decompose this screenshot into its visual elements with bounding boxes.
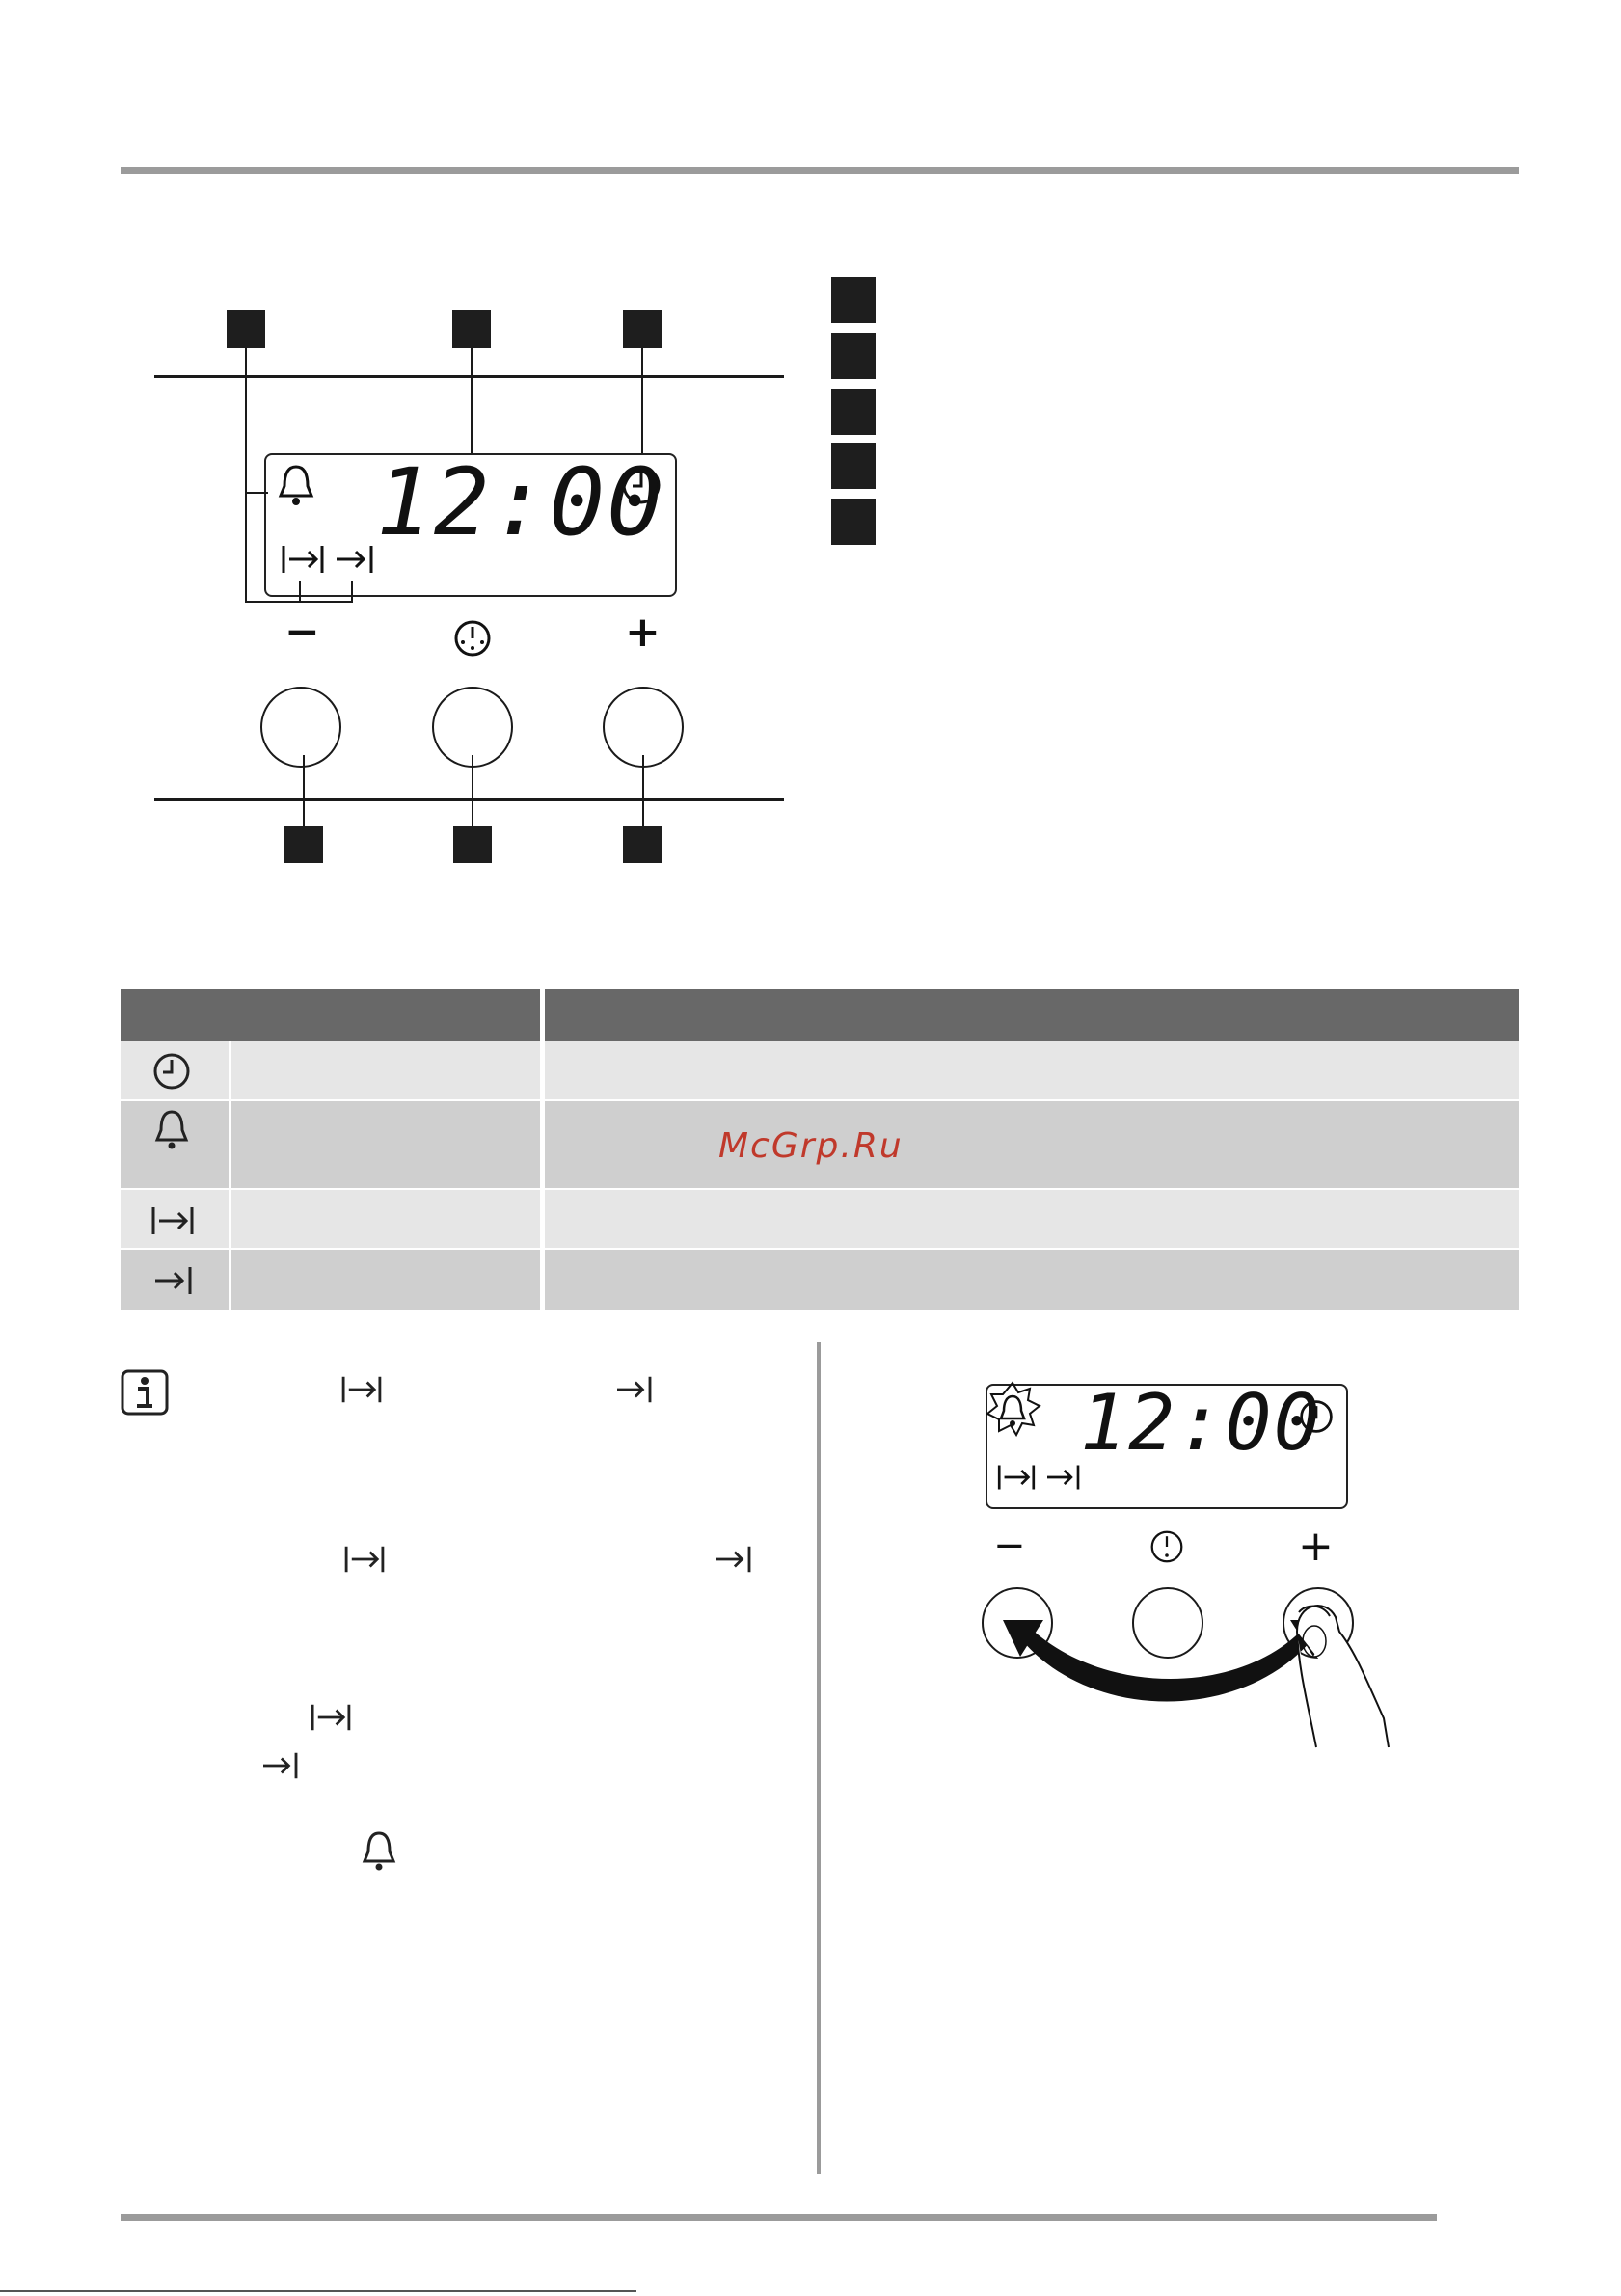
control-panel-diagram [0, 0, 1621, 887]
bell-flash-icon [984, 1381, 1041, 1439]
clock-icon [621, 465, 662, 505]
bell-icon [151, 1107, 192, 1153]
leader-line [303, 755, 305, 826]
duration-icon [339, 1373, 384, 1406]
leader-line [245, 492, 268, 494]
table-header-divider [540, 989, 545, 1041]
callout-square [623, 310, 662, 348]
plus-label: + [1298, 1522, 1334, 1571]
leader-line [299, 581, 301, 601]
table-header [121, 989, 1519, 1041]
duration-icon [149, 1203, 196, 1238]
leader-line [351, 581, 353, 601]
callout-square [227, 310, 265, 348]
table-row [121, 1190, 1519, 1248]
bell-icon [275, 461, 317, 509]
callout-square [453, 826, 492, 863]
minus-label: − [284, 608, 320, 657]
clock-icon [1298, 1398, 1335, 1435]
clock-icon [151, 1051, 192, 1092]
minus-button[interactable] [260, 687, 341, 768]
legend-square [831, 389, 876, 435]
legend-square [831, 443, 876, 489]
finger-icon [1278, 1593, 1403, 1757]
end-time-icon [258, 1749, 301, 1782]
plus-label: + [625, 608, 661, 657]
panel-bottom-line [154, 798, 784, 801]
watermark: McGrp.Ru [718, 1126, 904, 1166]
end-time-icon [1043, 1462, 1082, 1493]
end-time-icon [712, 1543, 754, 1576]
panel-illustration [964, 1369, 1408, 1755]
legend-square [831, 499, 876, 545]
minus-label: − [993, 1524, 1026, 1568]
scan-line [0, 2290, 636, 2292]
column-separator [817, 1342, 821, 2174]
timer-symbol-icon [1149, 1529, 1184, 1564]
bottom-rule [121, 2214, 1437, 2221]
display-time: 12:00 [1080, 1378, 1322, 1468]
table-row [121, 1041, 1519, 1099]
display-time: 12:00 [376, 448, 664, 556]
callout-square [284, 826, 323, 863]
legend-square [831, 333, 876, 379]
duration-icon [280, 542, 326, 577]
end-time-icon [612, 1373, 655, 1406]
leader-line [245, 348, 247, 601]
table-row [121, 1250, 1519, 1310]
end-time-icon [333, 542, 375, 577]
leader-line [642, 755, 644, 826]
end-time-icon [151, 1263, 194, 1298]
callout-square [623, 826, 662, 863]
info-icon [121, 1369, 169, 1416]
leader-line [472, 755, 473, 826]
duration-icon [995, 1462, 1038, 1493]
callout-square [452, 310, 491, 348]
duration-icon [342, 1543, 387, 1576]
timer-symbol-icon [453, 619, 492, 658]
legend-square [831, 277, 876, 323]
duration-icon [309, 1701, 353, 1734]
column-divider [229, 1041, 231, 1310]
panel-top-line [154, 375, 784, 378]
column-divider [540, 1041, 545, 1310]
leader-line [245, 601, 353, 603]
bell-icon [359, 1828, 399, 1875]
